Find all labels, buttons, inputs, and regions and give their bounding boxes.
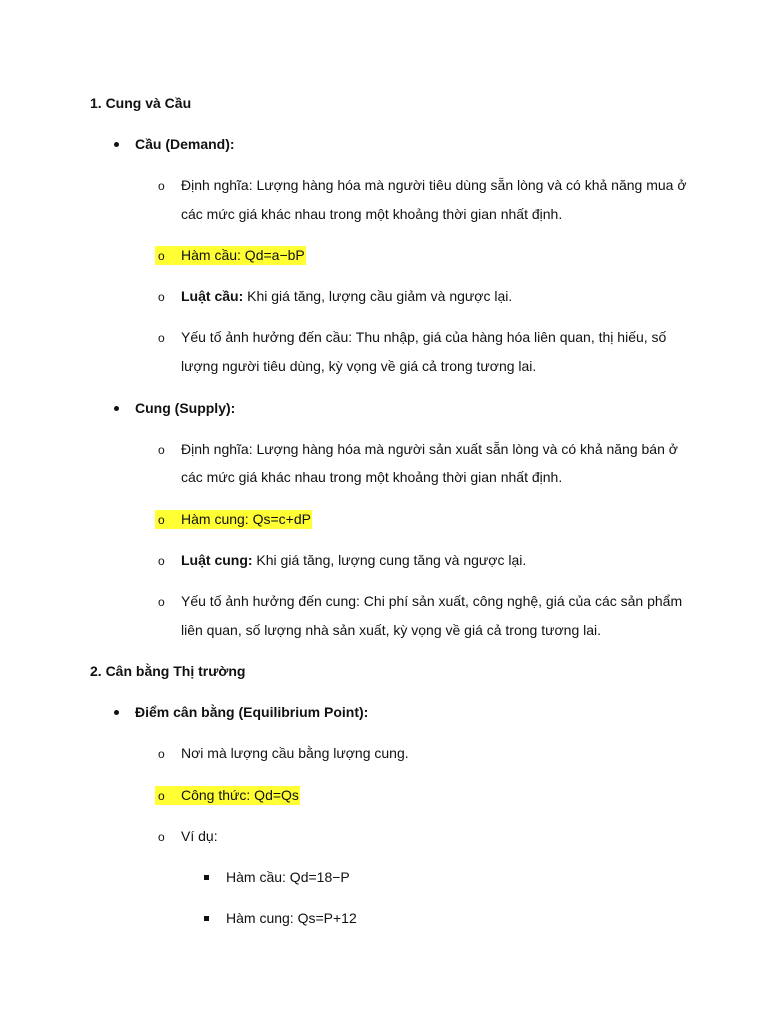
example-label: Ví dụ: <box>181 828 218 844</box>
demand-factors-line2: lượng người tiêu dùng, kỳ vọng về giá cả trong tương lai. <box>181 358 537 374</box>
demand-definition-line1: Định nghĩa: Lượng hàng hóa mà người tiêu dùng sẵn lòng và có khả năng mua ở <box>181 177 687 193</box>
sub-bullet: o <box>158 249 165 263</box>
demand-function: Hàm cầu: Qd=a−bP <box>181 247 305 263</box>
supply-factors-line1: Yếu tố ảnh hưởng đến cung: Chi phí sản xuất, công nghệ, giá của các sản phẩm <box>181 593 683 609</box>
sub-bullet: o <box>158 513 165 527</box>
demand-factors-line1: Yếu tố ảnh hưởng đến cầu: Thu nhập, giá của hàng hóa liên quan, thị hiếu, số <box>181 329 667 345</box>
supply-function-highlight <box>155 510 312 529</box>
example-supply: Hàm cung: Qs=P+12 <box>226 910 357 926</box>
sub-bullet: o <box>158 789 165 803</box>
bullet-square <box>204 875 209 880</box>
equilibrium-where: Nơi mà lượng cầu bằng lượng cung. <box>181 745 409 761</box>
supply-definition-line2: các mức giá khác nhau trong một khoảng thời gian nhất định. <box>181 469 563 485</box>
demand-law-text: Khi giá tăng, lượng cầu giảm và ngược lại. <box>243 288 513 304</box>
sub-bullet: o <box>158 554 165 568</box>
supply-law-text: Khi giá tăng, lượng cung tăng và ngược lại. <box>252 552 527 568</box>
example-demand: Hàm cầu: Qd=18−P <box>226 869 350 885</box>
demand-law <box>181 287 512 305</box>
demand-law-label: Luật cầu: <box>181 288 244 304</box>
demand-heading: Cầu (Demand): <box>135 136 235 152</box>
supply-law <box>181 551 526 569</box>
supply-factors-line2: liên quan, số lượng nhà sản xuất, kỳ vọng về giá cả trong tương lai. <box>181 622 602 638</box>
supply-heading: Cung (Supply): <box>135 400 236 416</box>
equilibrium-heading: Điểm cân bằng (Equilibrium Point): <box>135 704 369 720</box>
sub-bullet: o <box>158 331 165 345</box>
sub-bullet: o <box>158 747 165 761</box>
demand-definition-line2: các mức giá khác nhau trong một khoảng thời gian nhất định. <box>181 206 563 222</box>
bullet-disc <box>114 710 119 715</box>
bullet-square <box>204 916 209 921</box>
sub-bullet: o <box>158 830 165 844</box>
sub-bullet: o <box>158 179 165 193</box>
bullet-disc <box>114 142 119 147</box>
supply-function: Hàm cung: Qs=c+dP <box>181 511 311 527</box>
supply-definition-line1: Định nghĩa: Lượng hàng hóa mà người sản xuất sẵn lòng và có khả năng bán ở <box>181 441 678 457</box>
section-title-2: 2. Cân bằng Thị trường <box>90 663 246 679</box>
sub-bullet: o <box>158 595 165 609</box>
sub-bullet: o <box>158 443 165 457</box>
equilibrium-formula-highlight <box>155 786 300 805</box>
demand-function-highlight <box>155 246 306 265</box>
bullet-disc <box>114 406 119 411</box>
sub-bullet: o <box>158 290 165 304</box>
equilibrium-formula: Công thức: Qd=Qs <box>181 787 299 803</box>
section-title-1: 1. Cung và Cầu <box>90 95 192 111</box>
supply-law-label: Luật cung: <box>181 552 253 568</box>
